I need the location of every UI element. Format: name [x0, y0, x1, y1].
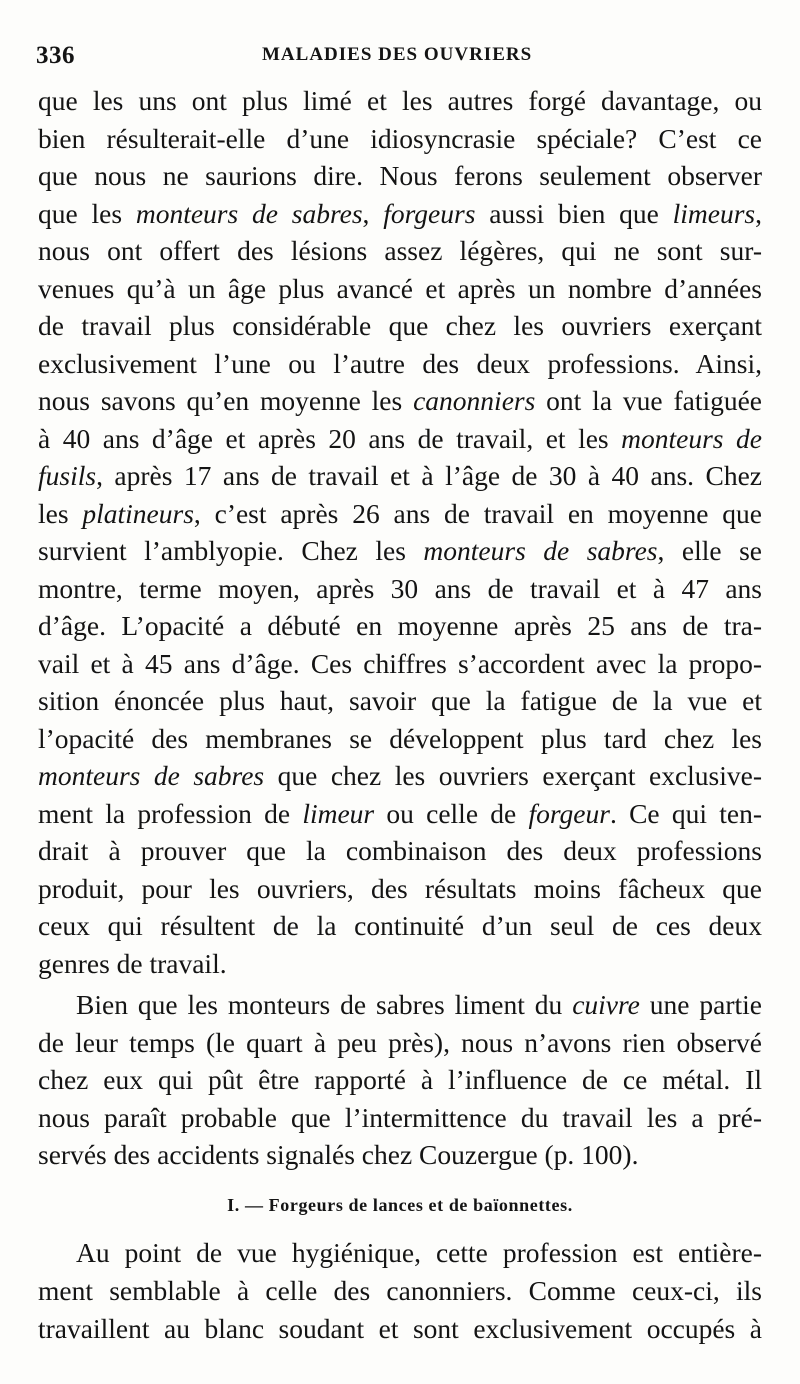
text-run: aussi bien que [475, 197, 673, 229]
paragraph-1 [38, 82, 762, 982]
text-run: . Ce qui ten- [609, 797, 762, 829]
text-line [38, 945, 762, 983]
text-line [38, 232, 762, 270]
text-line [38, 270, 762, 308]
text-line [38, 795, 762, 833]
text-run: sition énoncée plus haut, savoir que la fatigue de la vue et [38, 685, 762, 716]
text-run: nous savons qu’en moyenne les [38, 385, 414, 416]
text-run: survient l’amblyopie. Chez les [38, 535, 424, 566]
text-line [38, 1234, 762, 1272]
text-run: une partie [639, 989, 762, 1020]
text-line [38, 120, 762, 158]
italic-term: forgeurs [383, 197, 476, 229]
text-line [38, 607, 762, 645]
text-line [38, 645, 762, 683]
text-line [38, 682, 762, 720]
text-line [38, 157, 762, 195]
text-line [38, 1136, 762, 1174]
text-run: que les [38, 197, 136, 229]
text-run: ou celle de [374, 797, 529, 829]
text-run: vail et à 45 ans d’âge. Ces chiffres s’accordent avec la propo- [38, 647, 762, 679]
text-line [38, 457, 762, 495]
text-run: les [38, 497, 83, 529]
text-run: , c’est après 26 ans de travail en moyenne que [193, 497, 762, 529]
text-line [38, 570, 762, 608]
text-run: servés des accidents signalés chez Couzergue (p. 100). [38, 1139, 639, 1170]
text-run: , après 17 ans de travail et à l’âge de 30 à 40 ans. Chez [96, 460, 762, 491]
text-run: exclusivement l’une ou l’autre des deux professions. Ainsi, [38, 347, 762, 379]
text-line [38, 1061, 762, 1099]
italic-term: cuivre [572, 989, 640, 1020]
text-run: que les uns ont plus limé et les autres forgé davantage, ou [38, 85, 762, 116]
italic-term: monteurs de [621, 422, 762, 454]
text-run: que nous ne saurions dire. Nous ferons seulement observer [38, 160, 762, 191]
text-run: genres de travail. [38, 947, 227, 979]
italic-term: limeur [302, 797, 375, 829]
running-head-title: MALADIES DES OUVRIERS [262, 44, 533, 65]
italic-term: limeurs [672, 197, 756, 229]
text-run: à 40 ans d’âge et après 20 ans de travail, et les [38, 422, 622, 454]
text-line [38, 82, 762, 120]
text-line [38, 1099, 762, 1137]
body-text [38, 82, 762, 1174]
text-run: de travail plus considérable que chez les ouvriers exerçant [38, 310, 762, 341]
text-run: Bien que les monteurs de sabres liment du [76, 989, 573, 1020]
italic-term: monteurs de sabres [38, 760, 265, 791]
text-line [38, 1310, 762, 1348]
text-run: ceux qui résultent de la continuité d’un seul de ces deux [38, 910, 762, 941]
text-line [38, 382, 762, 420]
text-run: montre, terme moyen, après 30 ans de travail et à 47 ans [38, 572, 762, 604]
text-run: Au point de vue hygiénique, cette profession est entière- [76, 1237, 762, 1268]
text-line [38, 720, 762, 758]
text-run: venues qu’à un âge plus avancé et après un nombre d’années [38, 272, 762, 304]
text-run: chez eux qui pût être rapporté à l’influence de ce métal. Il [38, 1064, 762, 1095]
text-run: l’opacité des membranes se développent plus tard chez les [38, 722, 762, 754]
text-line [38, 832, 762, 870]
text-run: ment la profession de [38, 797, 303, 829]
text-run: que chez les ouvriers exerçant exclusive- [264, 760, 763, 791]
paragraph-3 [38, 1234, 762, 1348]
italic-term: monteurs de sabres [423, 535, 658, 566]
text-line [38, 420, 762, 458]
text-run: nous ont offert des lésions assez légères, qui ne sont sur- [38, 235, 762, 266]
text-run: , elle se [657, 535, 762, 566]
italic-term: platineurs [82, 497, 194, 529]
paragraph-2 [38, 986, 762, 1174]
text-line [38, 195, 762, 233]
italic-term: fusils [38, 460, 97, 491]
text-run: ont la vue fatiguée [535, 385, 763, 416]
text-line [38, 495, 762, 533]
running-head [36, 34, 776, 74]
text-run: travaillent au blanc soudant et sont exclusivement occupés à [38, 1313, 762, 1344]
section-heading: I. — Forgeurs de lances et de baïonnettes. [227, 1195, 573, 1215]
text-run: produit, pour les ouvriers, des résultats moins fâcheux que [38, 872, 762, 904]
italic-term: monteurs de sabres [135, 197, 363, 229]
text-line [38, 1024, 762, 1062]
text-run: , [755, 197, 762, 229]
text-line [38, 345, 762, 383]
text-run: , [362, 197, 384, 229]
text-line [38, 757, 762, 795]
italic-term: forgeur [528, 797, 610, 829]
text-run: de leur temps (le quart à peu près), nous n’avons rien observé [38, 1026, 762, 1058]
text-line [38, 870, 762, 908]
text-run: bien résulterait-elle d’une idiosyncrasie spéciale? C’est ce [38, 122, 762, 154]
text-line [38, 986, 762, 1024]
italic-term: canonniers [413, 385, 536, 416]
text-run: drait à prouver que la combinaison des deux professions [38, 835, 762, 866]
text-run: d’âge. L’opacité a débuté en moyenne après 25 ans de tra- [38, 610, 762, 641]
text-line [38, 1272, 762, 1310]
text-line [38, 907, 762, 945]
text-run: nous paraît probable que l’intermittence du travail les a pré- [38, 1101, 762, 1133]
text-line [38, 307, 762, 345]
page-number: 336 [36, 42, 75, 69]
text-line [38, 532, 762, 570]
text-run: ment semblable à celle des canonniers. Comme ceux-ci, ils [38, 1275, 762, 1306]
